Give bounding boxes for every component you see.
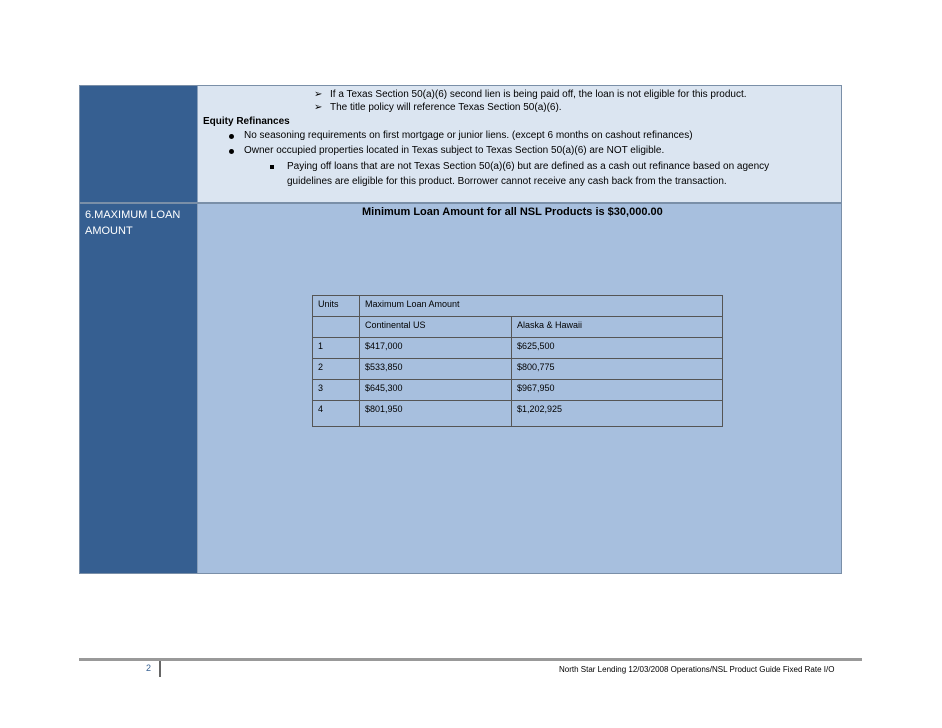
units-cell: 3 bbox=[313, 380, 360, 401]
units-cell: 4 bbox=[313, 401, 360, 427]
footer-rule bbox=[79, 658, 862, 661]
section-label: 6.MAXIMUM LOAN AMOUNT bbox=[85, 209, 181, 237]
bullet-text: No seasoning requirements on first mortgage or junior liens. (except 6 months on cashout refinances) bbox=[244, 130, 693, 141]
continental-cell: $417,000 bbox=[360, 338, 512, 359]
arrow-bullet-icon: ➢ bbox=[314, 102, 323, 113]
alaska-hawaii-cell: $800,775 bbox=[512, 359, 723, 380]
bullet-text: Owner occupied properties located in Texas subject to Texas Section 50(a)(6) are NOT eligible. bbox=[244, 145, 665, 156]
alaska-hawaii-cell: $1,202,925 bbox=[512, 401, 723, 427]
table-header-row bbox=[313, 296, 723, 317]
continental-header: Continental US bbox=[360, 317, 512, 338]
table-row bbox=[313, 401, 723, 427]
units-cell: 1 bbox=[313, 338, 360, 359]
square-bullet-icon bbox=[270, 165, 274, 169]
equity-refinances-heading: Equity Refinances bbox=[203, 116, 290, 127]
loan-limits-table bbox=[312, 295, 723, 427]
continental-cell: $533,850 bbox=[360, 359, 512, 380]
continental-cell: $801,950 bbox=[360, 401, 512, 427]
page-number: 2 bbox=[146, 663, 152, 673]
sub-bullet-text: If a Texas Section 50(a)(6) second lien is being paid off, the loan is not eligible for this product. bbox=[330, 89, 747, 100]
table-cell bbox=[313, 317, 360, 338]
table-row bbox=[313, 359, 723, 380]
footer-text: North Star Lending 12/03/2008 Operations/NSL Product Guide Fixed Rate I/O bbox=[559, 665, 835, 674]
arrow-bullet-icon: ➢ bbox=[314, 89, 323, 100]
alaska-hawaii-header: Alaska & Hawaii bbox=[512, 317, 723, 338]
table-subheader-row bbox=[313, 317, 723, 338]
continental-cell: $645,300 bbox=[360, 380, 512, 401]
page-number-divider bbox=[159, 661, 161, 677]
alaska-hawaii-cell: $625,500 bbox=[512, 338, 723, 359]
section-label-cell bbox=[80, 204, 197, 573]
square-bullet-text: Paying off loans that are not Texas Section 50(a)(6) but are defined as a cash out refinance based on agency bbox=[287, 161, 770, 172]
bullet-dot-icon bbox=[229, 134, 234, 139]
square-bullet-text: guidelines are eligible for this product. Borrower cannot receive any cash back from the transaction. bbox=[287, 176, 727, 187]
bullet-dot-icon bbox=[229, 149, 234, 154]
minimum-loan-heading: Minimum Loan Amount for all NSL Products is $30,000.00 bbox=[362, 206, 663, 218]
units-header: Units bbox=[313, 296, 360, 317]
table-row bbox=[313, 380, 723, 401]
max-loan-header: Maximum Loan Amount bbox=[360, 296, 723, 317]
alaska-hawaii-cell: $967,950 bbox=[512, 380, 723, 401]
units-cell: 2 bbox=[313, 359, 360, 380]
section-label-cell bbox=[80, 86, 197, 202]
sub-bullet-text: The title policy will reference Texas Section 50(a)(6). bbox=[330, 102, 562, 113]
table-row bbox=[313, 338, 723, 359]
